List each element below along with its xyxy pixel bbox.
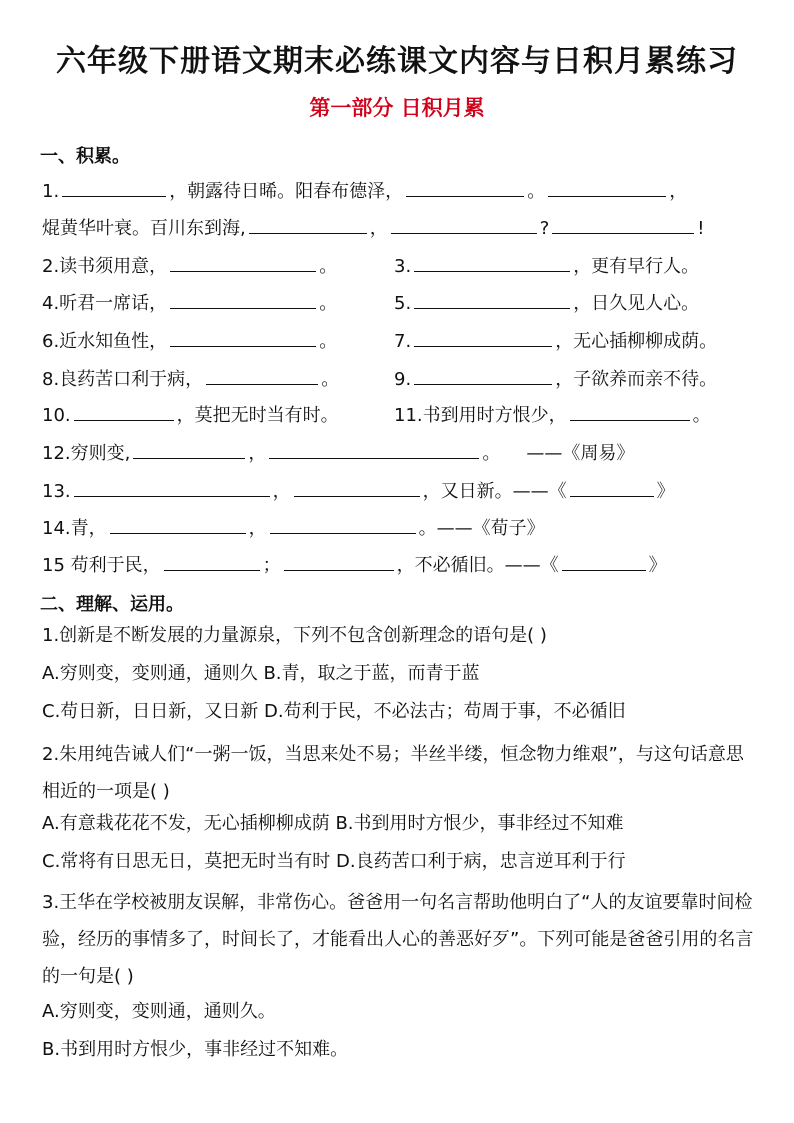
punctuation: !: [697, 218, 705, 239]
fill-item-13: [42, 476, 675, 504]
fill-line-1: [42, 176, 687, 204]
fill-item-8: [42, 364, 339, 392]
answer-blank[interactable]: [570, 476, 654, 497]
question-2-options-ab[interactable]: A.有意栽花花不发，无心插柳柳成荫 B.书到用时方恨少，事非经过不知难: [42, 813, 624, 834]
prompt-text: ，无心插柳柳成荫。: [555, 331, 718, 352]
item-number: 9.: [394, 369, 412, 390]
punctuation: ，: [248, 518, 267, 539]
item-number: 1.: [42, 181, 60, 202]
answer-blank[interactable]: [249, 213, 367, 234]
answer-blank[interactable]: [206, 364, 318, 385]
punctuation: 。: [321, 369, 340, 390]
section-heading-accumulation: 一、积累。: [40, 146, 130, 167]
fill-line-2: [42, 213, 705, 241]
prompt-text: 14.青，: [42, 518, 107, 539]
fill-item-5: [394, 288, 699, 316]
fill-item-2: [42, 251, 337, 279]
question-1-options-cd[interactable]: C.苟日新，日日新，又日新 D.苟利于民，不必法古；苟周于事，不必循旧: [42, 701, 626, 722]
answer-blank[interactable]: [414, 326, 552, 347]
punctuation: 。: [319, 256, 338, 277]
punctuation: 。: [527, 181, 546, 202]
question-2-options-cd[interactable]: C.常将有日思无日，莫把无时当有时 D.良药苦口利于病，忠言逆耳利于行: [42, 851, 626, 872]
question-3: 3.王华在学校被朋友误解，非常伤心。爸爸用一句名言帮助他明白了“人的友谊要靠时间检验，经历的事情多了，时间长了，才能看出人心的善恶好歹”。下列可能是爸爸引用的名言的一句是( ): [42, 892, 754, 987]
prompt-text: 4.听君一席话，: [42, 293, 168, 314]
prompt-text: ，莫把无时当有时。: [176, 405, 339, 426]
answer-blank[interactable]: [406, 176, 524, 197]
fill-item-15: [42, 550, 667, 578]
question-3-option-b[interactable]: B.书到用时方恨少，事非经过不知难。: [42, 1039, 349, 1060]
answer-blank[interactable]: [414, 251, 570, 272]
punctuation: ?: [539, 218, 550, 239]
fill-item-3: [394, 251, 699, 279]
fill-item-12: [42, 438, 634, 466]
fill-item-9: [394, 364, 717, 392]
prompt-text: ，又日新。——《: [422, 481, 567, 502]
answer-blank[interactable]: [570, 400, 690, 421]
source-citation: 。——《荀子》: [418, 518, 545, 539]
answer-blank[interactable]: [74, 476, 270, 497]
prompt-text: ，日久见人心。: [573, 293, 700, 314]
fill-item-11: [394, 400, 711, 428]
prompt-text: 12.穷则变,: [42, 443, 131, 464]
question-3-option-a[interactable]: A.穷则变，变则通，通则久。: [42, 1001, 276, 1022]
punctuation: ，: [248, 443, 267, 464]
page-title: 六年级下册语文期末必练课文内容与日积月累练习: [56, 44, 738, 79]
punctuation: ，: [369, 218, 388, 239]
punctuation: 。: [319, 293, 338, 314]
answer-blank[interactable]: [170, 326, 316, 347]
question-1: 1.创新是不断发展的力量源泉，下列不包含创新理念的语句是( ): [42, 625, 547, 646]
answer-blank[interactable]: [110, 513, 246, 534]
question-1-options-ab[interactable]: A.穷则变，变则通，通则久 B.青，取之于蓝，而青于蓝: [42, 663, 480, 684]
item-number: 10.: [42, 405, 71, 426]
prompt-text: 15 苟利于民，: [42, 555, 161, 576]
punctuation: ；: [262, 555, 281, 576]
answer-blank[interactable]: [414, 288, 570, 309]
item-number: 7.: [394, 331, 412, 352]
prompt-text: ，更有早行人。: [573, 256, 700, 277]
prompt-text: 11.书到用时方恨少，: [394, 405, 567, 426]
punctuation: 。: [692, 405, 711, 426]
prompt-text: 2.读书须用意，: [42, 256, 168, 277]
fill-item-7: [394, 326, 717, 354]
punctuation: 。: [482, 443, 501, 464]
punctuation: 》: [656, 481, 675, 502]
prompt-text: ，子欲养而亲不待。: [555, 369, 718, 390]
prompt-text: ，不必循旧。——《: [396, 555, 559, 576]
answer-blank[interactable]: [284, 550, 394, 571]
fill-item-4: [42, 288, 337, 316]
answer-blank[interactable]: [170, 288, 316, 309]
part-subtitle: 第一部分 日积月累: [309, 96, 485, 120]
prompt-text: ，朝露待日晞。阳春布德泽，: [169, 181, 404, 202]
answer-blank[interactable]: [62, 176, 166, 197]
prompt-text: 焜黄华叶衰。百川东到海,: [42, 218, 246, 239]
punctuation: 。: [319, 331, 338, 352]
source-citation: ——《周易》: [526, 443, 635, 464]
answer-blank[interactable]: [133, 438, 245, 459]
answer-blank[interactable]: [562, 550, 646, 571]
answer-blank[interactable]: [552, 213, 694, 234]
answer-blank[interactable]: [164, 550, 260, 571]
answer-blank[interactable]: [548, 176, 666, 197]
answer-blank[interactable]: [74, 400, 174, 421]
item-number: 3.: [394, 256, 412, 277]
item-number: 5.: [394, 293, 412, 314]
answer-blank[interactable]: [269, 438, 479, 459]
prompt-text: 6.近水知鱼性，: [42, 331, 168, 352]
punctuation: ，: [669, 181, 688, 202]
prompt-text: 8.良药苦口利于病，: [42, 369, 204, 390]
item-number: 13.: [42, 481, 71, 502]
answer-blank[interactable]: [170, 251, 316, 272]
answer-blank[interactable]: [294, 476, 420, 497]
punctuation: ，: [272, 481, 291, 502]
answer-blank[interactable]: [391, 213, 537, 234]
section-heading-comprehension: 二、理解、运用。: [40, 594, 184, 615]
fill-item-14: [42, 513, 545, 541]
fill-item-10: [42, 400, 339, 428]
answer-blank[interactable]: [270, 513, 416, 534]
punctuation: 》: [648, 555, 667, 576]
fill-item-6: [42, 326, 337, 354]
answer-blank[interactable]: [414, 364, 552, 385]
question-2: 2.朱用纯告诫人们“一粥一饭，当思来处不易；半丝半缕，恒念物力维艰”，与这句话意思相近的一项是( ): [42, 744, 744, 802]
